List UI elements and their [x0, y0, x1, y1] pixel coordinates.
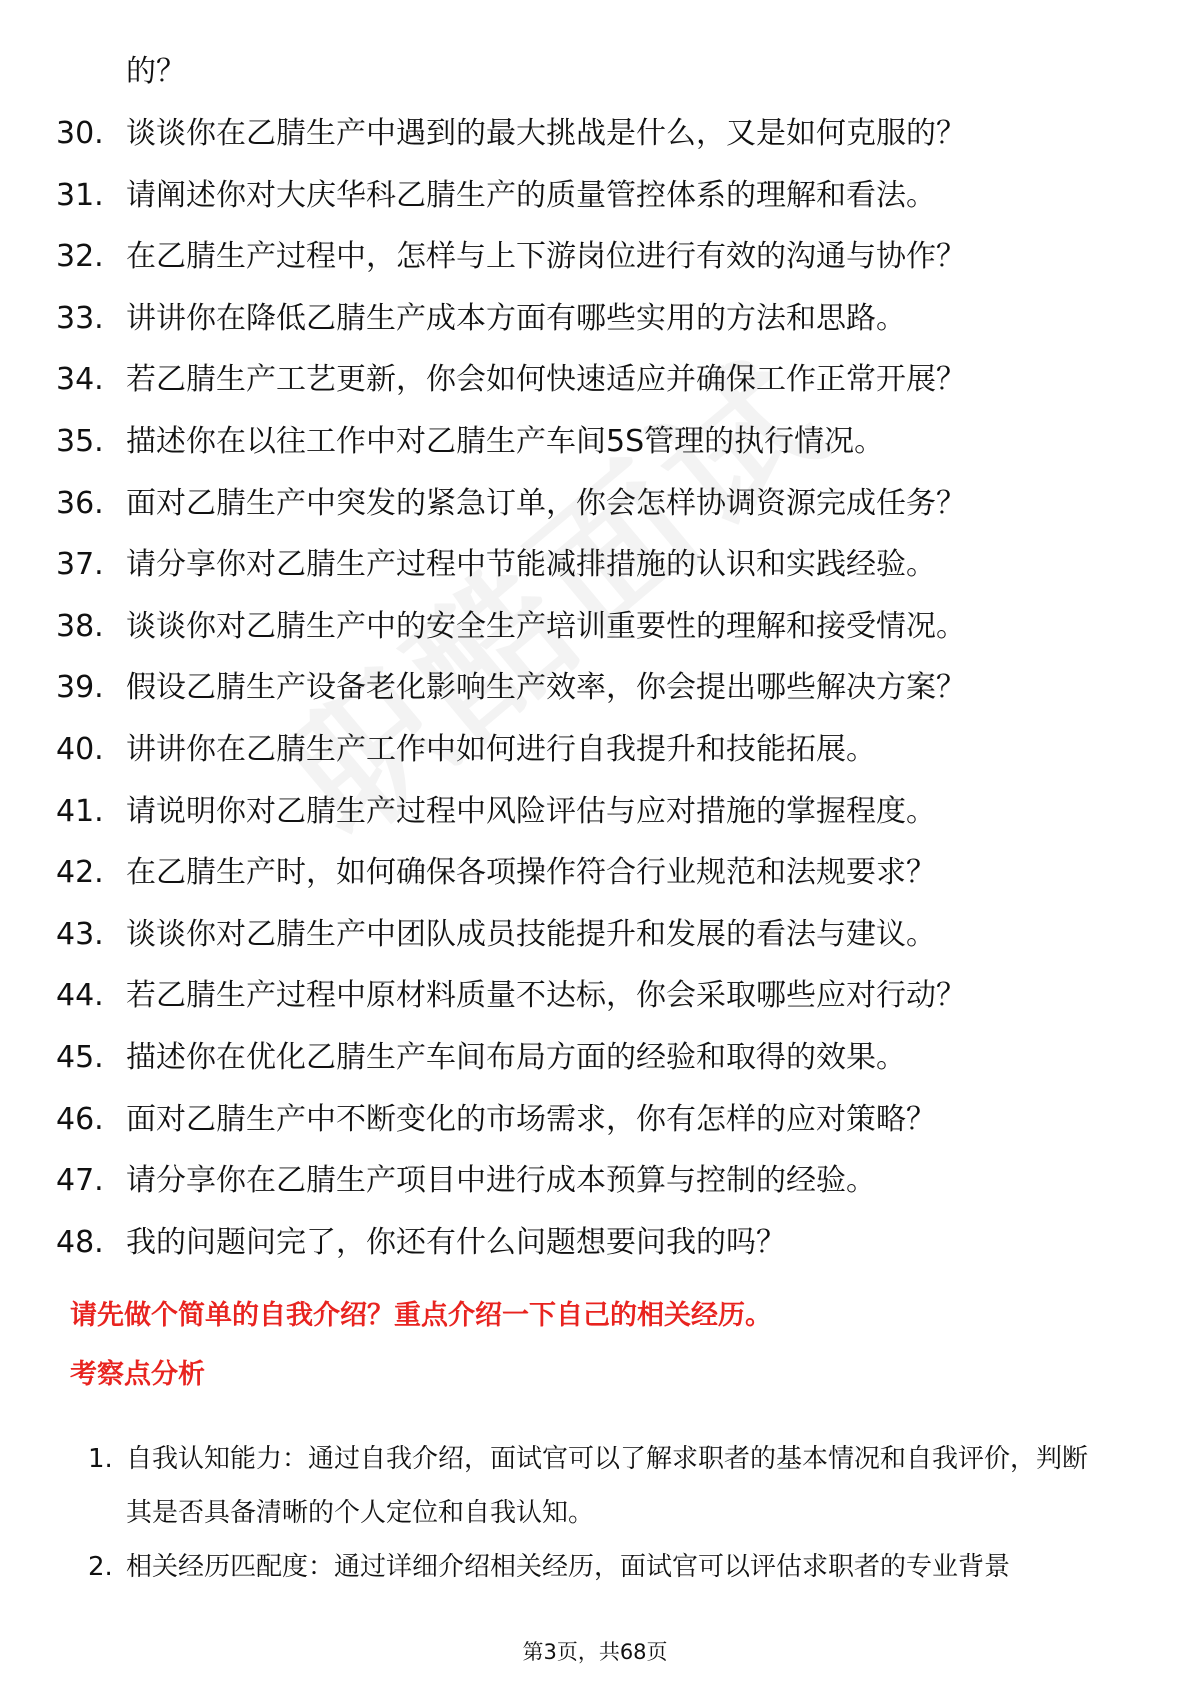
question-item	[0, 1159, 1190, 1221]
question-item	[0, 913, 1190, 975]
analysis-item	[0, 1432, 1190, 1540]
question-number: 46.	[56, 1101, 104, 1137]
question-item	[0, 728, 1190, 790]
question-number: 44.	[56, 978, 104, 1014]
question-heading: 请先做个简单的自我介绍？重点介绍一下自己的相关经历。	[70, 1300, 772, 1331]
question-text: 在乙腈生产时，如何确保各项操作符合行业规范和法规要求？	[126, 855, 936, 891]
question-text: 面对乙腈生产中不断变化的市场需求，你有怎样的应对策略？	[126, 1101, 936, 1137]
analysis-number: 1.	[88, 1444, 113, 1474]
question-number: 48.	[56, 1224, 104, 1260]
question-text: 描述你在优化乙腈生产车间布局方面的经验和取得的效果。	[126, 1039, 906, 1075]
question-text: 在乙腈生产过程中，怎样与上下游岗位进行有效的沟通与协作？	[126, 239, 966, 275]
question-text: 请阐述你对大庆华科乙腈生产的质量管控体系的理解和看法。	[126, 177, 936, 213]
question-item	[0, 235, 1190, 297]
question-number: 34.	[56, 362, 104, 398]
question-number: 33.	[56, 300, 104, 336]
question-number: 47.	[56, 1163, 104, 1199]
question-item	[0, 1221, 1190, 1283]
question-number: 38.	[56, 608, 104, 644]
question-item	[0, 482, 1190, 544]
question-item	[0, 790, 1190, 852]
question-number: 42.	[56, 855, 104, 891]
question-item	[0, 112, 1190, 174]
question-number: 37.	[56, 547, 104, 583]
question-number: 45.	[56, 1039, 104, 1075]
question-item	[0, 666, 1190, 728]
analysis-number: 2.	[88, 1552, 113, 1582]
question-text: 谈谈你对乙腈生产中的安全生产培训重要性的理解和接受情况。	[126, 608, 966, 644]
question-item	[0, 358, 1190, 420]
question-number: 31.	[56, 177, 104, 213]
question-item	[0, 851, 1190, 913]
question-number: 39.	[56, 670, 104, 706]
continuation-text: 的？	[126, 54, 186, 89]
question-item	[0, 974, 1190, 1036]
question-item	[0, 1036, 1190, 1098]
question-text: 请分享你在乙腈生产项目中进行成本预算与控制的经验。	[126, 1163, 876, 1199]
question-number: 30.	[56, 116, 104, 151]
question-text: 若乙腈生产过程中原材料质量不达标，你会采取哪些应对行动？	[126, 978, 966, 1014]
analysis-text: 自我认知能力：通过自我介绍，面试官可以了解求职者的基本情况和自我评价，判断其是否具备清晰的个人定位和自我认知。	[126, 1444, 1089, 1528]
question-item	[0, 543, 1190, 605]
question-text: 请分享你对乙腈生产过程中节能减排措施的认识和实践经验。	[126, 547, 936, 583]
analysis-text: 相关经历匹配度：通过详细介绍相关经历，面试官可以评估求职者的专业背景	[126, 1552, 1011, 1582]
question-number: 32.	[56, 239, 104, 275]
analysis-heading: 考察点分析	[70, 1359, 205, 1390]
question-text: 若乙腈生产工艺更新，你会如何快速适应并确保工作正常开展？	[126, 362, 966, 398]
question-item	[0, 174, 1190, 236]
question-number: 35.	[56, 423, 104, 459]
question-number: 41.	[56, 793, 104, 829]
question-number: 43.	[56, 916, 104, 952]
page-footer: 第3页，共68页	[522, 1640, 668, 1664]
question-number: 36.	[56, 485, 104, 521]
question-item	[0, 297, 1190, 359]
question-text: 讲讲你在乙腈生产工作中如何进行自我提升和技能拓展。	[126, 731, 876, 767]
question-number: 40.	[56, 731, 104, 767]
question-text: 假设乙腈生产设备老化影响生产效率，你会提出哪些解决方案？	[126, 670, 966, 706]
question-list	[0, 112, 1190, 1282]
question-item	[0, 605, 1190, 667]
question-text: 谈谈你在乙腈生产中遇到的最大挑战是什么，又是如何克服的？	[126, 116, 966, 151]
analysis-item	[0, 1540, 1190, 1594]
question-text: 面对乙腈生产中突发的紧急订单，你会怎样协调资源完成任务？	[126, 485, 966, 521]
question-text: 讲讲你在降低乙腈生产成本方面有哪些实用的方法和思路。	[126, 300, 906, 336]
question-text: 我的问题问完了，你还有什么问题想要问我的吗？	[126, 1224, 786, 1260]
analysis-list	[0, 1432, 1190, 1594]
question-text: 描述你在以往工作中对乙腈生产车间5S管理的执行情况。	[126, 423, 885, 459]
question-item	[0, 420, 1190, 482]
question-item	[0, 1098, 1190, 1160]
question-text: 请说明你对乙腈生产过程中风险评估与应对措施的掌握程度。	[126, 793, 936, 829]
question-text: 谈谈你对乙腈生产中团队成员技能提升和发展的看法与建议。	[126, 916, 936, 952]
